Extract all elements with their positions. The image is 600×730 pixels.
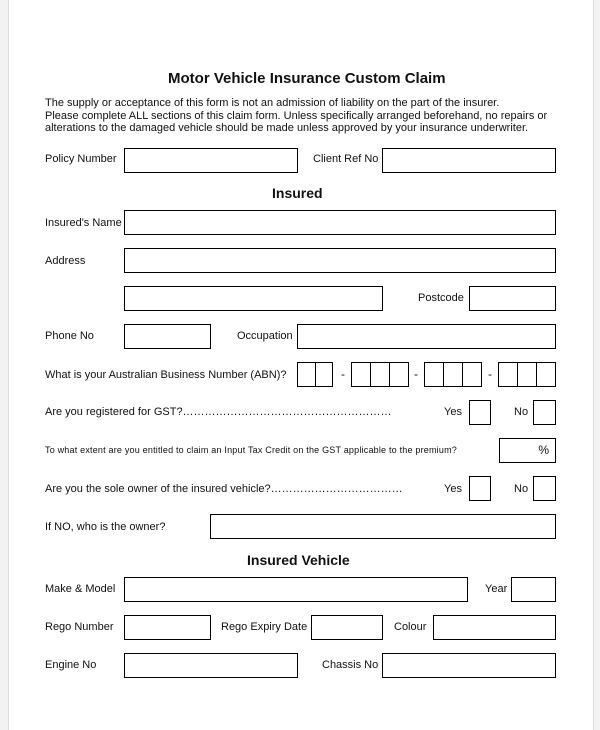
abn-group-1[interactable] bbox=[297, 362, 333, 387]
owner-yes-checkbox[interactable] bbox=[469, 476, 491, 501]
client-ref-label: Client Ref No bbox=[313, 153, 379, 165]
abn-question: What is your Australian Business Number (ABN)? bbox=[45, 369, 287, 381]
rego-number-field[interactable] bbox=[124, 615, 211, 640]
intro-line-1: The supply or acceptance of this form is not an admission of liability on the part of the insurer. bbox=[45, 97, 500, 109]
insured-vehicle-heading: Insured Vehicle bbox=[247, 552, 350, 568]
abn-digit-box[interactable] bbox=[499, 363, 518, 386]
colour-field[interactable] bbox=[433, 615, 556, 640]
abn-digit-box[interactable] bbox=[425, 363, 444, 386]
gst-yes-label: Yes bbox=[444, 406, 462, 418]
form-title: Motor Vehicle Insurance Custom Claim bbox=[168, 70, 446, 87]
chassis-no-field[interactable] bbox=[382, 653, 556, 678]
owner-no-checkbox[interactable] bbox=[533, 476, 556, 501]
owner-no-label: No bbox=[514, 483, 529, 495]
abn-digit-box[interactable] bbox=[298, 363, 316, 386]
phone-label: Phone No bbox=[45, 330, 94, 342]
claim-form-page bbox=[8, 0, 594, 730]
chassis-no-label: Chassis No bbox=[322, 659, 379, 671]
abn-separator: - bbox=[341, 367, 345, 381]
abn-digit-box[interactable] bbox=[390, 363, 408, 386]
engine-no-field[interactable] bbox=[124, 653, 298, 678]
abn-digit-box[interactable] bbox=[518, 363, 537, 386]
owner-yes-label: Yes bbox=[444, 483, 462, 495]
abn-digit-box[interactable] bbox=[316, 363, 333, 386]
abn-digit-box[interactable] bbox=[463, 363, 481, 386]
abn-group-3[interactable] bbox=[424, 362, 482, 387]
intro-line-2: Please complete ALL sections of this claim form. Unless specifically arranged beforehand, no repairs or bbox=[45, 109, 548, 122]
occupation-label: Occupation bbox=[237, 330, 293, 342]
abn-separator: - bbox=[414, 367, 418, 381]
insured-name-field[interactable] bbox=[124, 210, 556, 235]
policy-number-field[interactable] bbox=[124, 148, 298, 173]
insured-name-label: Insured's Name bbox=[45, 217, 122, 229]
postcode-label: Postcode bbox=[418, 292, 464, 304]
phone-field[interactable] bbox=[124, 324, 211, 349]
rego-number-label: Rego Number bbox=[45, 621, 114, 633]
rego-expiry-label: Rego Expiry Date bbox=[221, 621, 308, 633]
year-field[interactable] bbox=[511, 577, 556, 602]
policy-number-label: Policy Number bbox=[45, 153, 117, 165]
postcode-field[interactable] bbox=[469, 286, 556, 311]
engine-no-label: Engine No bbox=[45, 659, 97, 671]
address-field-line-2[interactable] bbox=[124, 286, 383, 311]
address-label: Address bbox=[45, 255, 86, 267]
itc-question: To what extent are you entitled to claim an Input Tax Credit on the GST applicable to the premium? bbox=[45, 445, 457, 455]
insured-heading: Insured bbox=[272, 185, 323, 201]
abn-group-4[interactable] bbox=[498, 362, 556, 387]
gst-yes-checkbox[interactable] bbox=[469, 400, 491, 425]
abn-digit-box[interactable] bbox=[537, 363, 555, 386]
rego-expiry-field[interactable] bbox=[311, 615, 383, 640]
abn-digit-box[interactable] bbox=[444, 363, 463, 386]
abn-digit-box[interactable] bbox=[371, 363, 390, 386]
client-ref-field[interactable] bbox=[382, 148, 556, 173]
abn-digit-box[interactable] bbox=[352, 363, 371, 386]
address-field-line-1[interactable] bbox=[124, 248, 556, 273]
abn-group-2[interactable] bbox=[351, 362, 409, 387]
make-model-label: Make & Model bbox=[45, 583, 116, 595]
colour-label: Colour bbox=[394, 621, 427, 633]
owner-question: Are you the sole owner of the insured vehicle?……………………………… bbox=[45, 483, 403, 495]
other-owner-field[interactable] bbox=[210, 514, 556, 539]
gst-question: Are you registered for GST?………………………………………………… bbox=[45, 406, 392, 418]
intro-line-3: alterations to the damaged vehicle should be made unless approved by your insurance underwriter. bbox=[45, 122, 529, 134]
gst-no-checkbox[interactable] bbox=[533, 400, 556, 425]
year-label: Year bbox=[485, 583, 508, 595]
itc-percent-field[interactable] bbox=[499, 438, 556, 463]
make-model-field[interactable] bbox=[124, 577, 468, 602]
occupation-field[interactable] bbox=[297, 324, 556, 349]
other-owner-label: If NO, who is the owner? bbox=[45, 521, 166, 533]
percent-sign: % bbox=[538, 443, 549, 457]
abn-separator: - bbox=[488, 367, 492, 381]
gst-no-label: No bbox=[514, 406, 529, 418]
